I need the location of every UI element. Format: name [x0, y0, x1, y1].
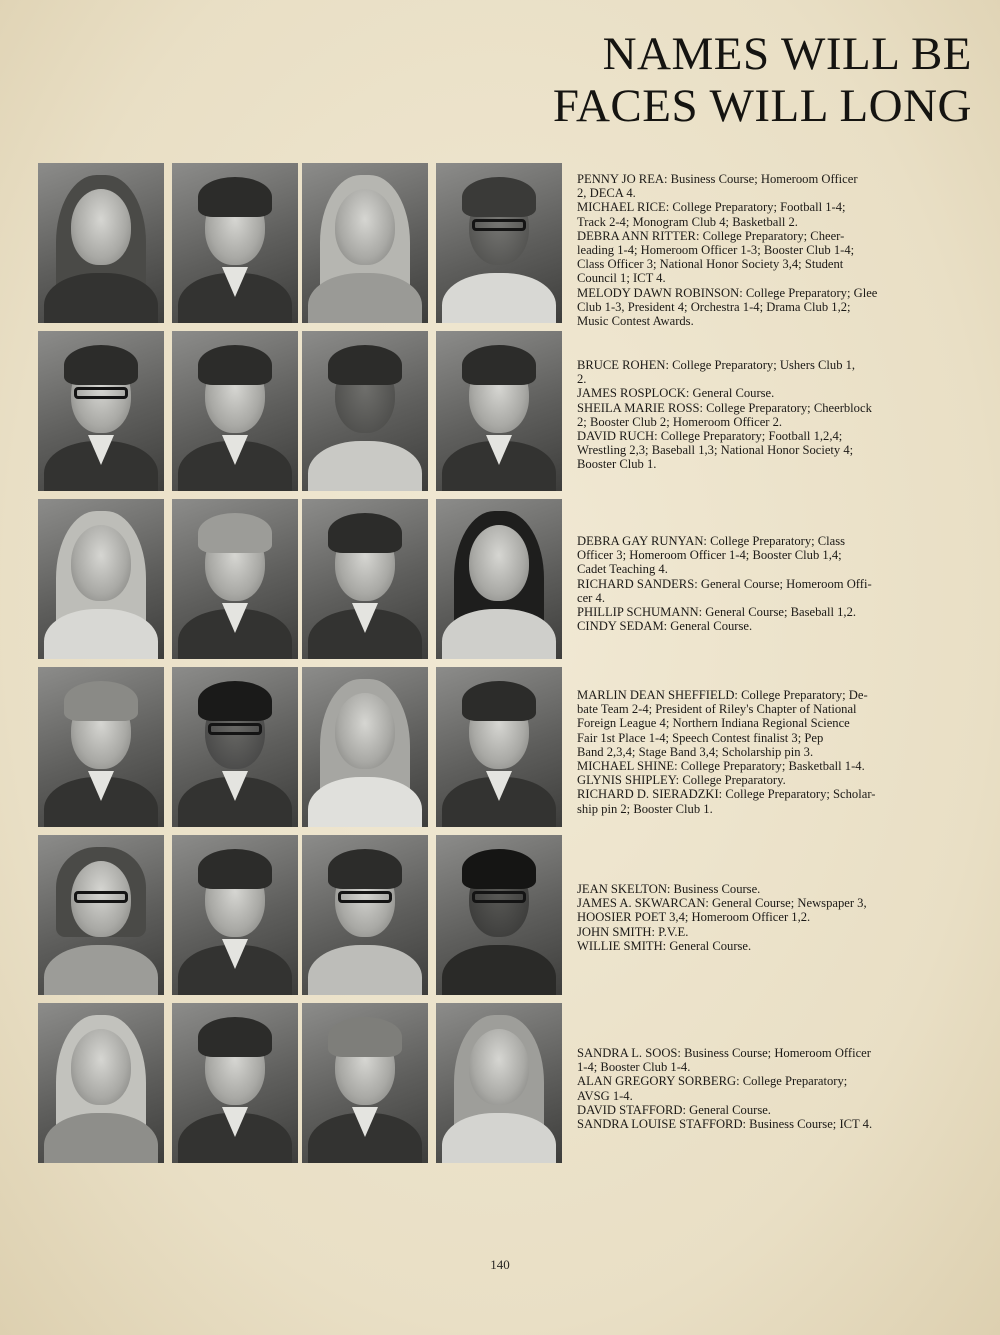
- student-portrait: [436, 667, 562, 827]
- caption-line: MICHAEL SHINE: College Preparatory; Basketball 1-4.: [577, 759, 865, 774]
- caption-line: PHILLIP SCHUMANN: General Course; Baseball 1,2.: [577, 605, 857, 620]
- caption-line: Foreign League 4; Northern Indiana Regional Science: [577, 716, 850, 731]
- caption-line: PENNY JO REA: Business Course; Homeroom Officer: [577, 172, 858, 186]
- student-portrait: [436, 499, 562, 659]
- caption-line: leading 1-4; Homeroom Officer 1-3; Booster Club 1-4;: [577, 243, 855, 258]
- caption-line: WILLIE SMITH: General Course.: [577, 938, 752, 953]
- student-portrait: [172, 667, 298, 827]
- caption-line: JAMES A. SKWARCAN: General Course; Newspaper 3,: [577, 896, 867, 911]
- student-portrait: [302, 835, 428, 995]
- caption-line: Officer 3; Homeroom Officer 1-4; Booster Club 1,4;: [577, 548, 842, 563]
- caption-line: 2.: [577, 372, 587, 387]
- caption-line: Music Contest Awards.: [577, 314, 694, 329]
- title-line-2: FACES WILL LONG: [552, 80, 972, 132]
- student-portrait: [172, 163, 298, 323]
- student-portrait: [172, 331, 298, 491]
- caption-line: Class Officer 3; National Honor Society 3,4; Student: [577, 257, 844, 272]
- caption-block: [577, 688, 957, 816]
- caption-line: Club 1-3, President 4; Orchestra 1-4; Drama Club 1,2;: [577, 299, 851, 314]
- student-portrait: [38, 1003, 164, 1163]
- caption-block: [577, 358, 957, 472]
- caption-line: AVSG 1-4.: [577, 1088, 633, 1103]
- caption-line: ALAN GREGORY SORBERG: College Preparatory;: [577, 1074, 848, 1089]
- caption-block: [577, 172, 957, 328]
- student-portrait: [302, 1003, 428, 1163]
- portrait-row: [38, 331, 562, 491]
- student-portrait: [172, 835, 298, 995]
- caption-line: GLYNIS SHIPLEY: College Preparatory.: [577, 773, 786, 788]
- caption-line: JAMES ROSPLOCK: General Course.: [577, 386, 775, 401]
- portrait-row: [38, 1003, 562, 1163]
- caption-line: RICHARD D. SIERADZKI: College Preparatory; Scholar-: [577, 787, 876, 802]
- caption-line: HOOSIER POET 3,4; Homeroom Officer 1,2.: [577, 910, 811, 925]
- caption-line: DEBRA ANN RITTER: College Preparatory; Cheer-: [577, 228, 845, 243]
- caption-line: JEAN SKELTON: Business Course.: [577, 882, 761, 896]
- caption-line: BRUCE ROHEN: College Preparatory; Ushers Club 1,: [577, 358, 856, 372]
- caption-block: [577, 534, 957, 633]
- caption-line: SANDRA L. SOOS: Business Course; Homeroom Officer: [577, 1046, 871, 1060]
- student-portrait: [436, 163, 562, 323]
- student-portrait: [38, 331, 164, 491]
- caption-line: 1-4; Booster Club 1-4.: [577, 1060, 691, 1075]
- caption-line: Track 2-4; Monogram Club 4; Basketball 2.: [577, 214, 798, 229]
- portrait-row: [38, 835, 562, 995]
- caption-line: Booster Club 1.: [577, 457, 657, 472]
- caption-line: 2; Booster Club 2; Homeroom Officer 2.: [577, 414, 783, 429]
- page-title: [412, 28, 972, 132]
- caption-line: Band 2,3,4; Stage Band 3,4; Scholarship pin 3.: [577, 744, 814, 759]
- student-portrait: [38, 667, 164, 827]
- caption-line: Council 1; ICT 4.: [577, 271, 666, 286]
- student-portrait: [436, 1003, 562, 1163]
- caption-line: MARLIN DEAN SHEFFIELD: College Preparatory; De-: [577, 688, 868, 702]
- caption-line: DEBRA GAY RUNYAN: College Preparatory; Class: [577, 534, 846, 548]
- caption-block: [577, 1046, 957, 1131]
- caption-line: CINDY SEDAM: General Course.: [577, 619, 753, 634]
- student-portrait: [302, 163, 428, 323]
- student-portrait: [436, 835, 562, 995]
- caption-line: cer 4.: [577, 590, 605, 605]
- caption-line: RICHARD SANDERS: General Course; Homeroom Offi-: [577, 576, 872, 591]
- portrait-row: [38, 667, 562, 827]
- student-portrait: [172, 1003, 298, 1163]
- caption-line: DAVID STAFFORD: General Course.: [577, 1102, 771, 1117]
- student-portrait: [38, 499, 164, 659]
- student-portrait: [302, 331, 428, 491]
- student-portrait: [172, 499, 298, 659]
- caption-line: SHEILA MARIE ROSS: College Preparatory; Cheerblock: [577, 400, 872, 415]
- caption-line: MICHAEL RICE: College Preparatory; Football 1-4;: [577, 200, 846, 215]
- student-portrait: [38, 163, 164, 323]
- caption-line: MELODY DAWN ROBINSON: College Preparatory; Glee: [577, 285, 878, 300]
- student-portrait: [436, 331, 562, 491]
- caption-line: Wrestling 2,3; Baseball 1,3; National Honor Society 4;: [577, 443, 854, 458]
- caption-line: ship pin 2; Booster Club 1.: [577, 801, 713, 816]
- caption-line: 2, DECA 4.: [577, 186, 636, 201]
- portrait-row: [38, 163, 562, 323]
- title-line-1: NAMES WILL BE: [602, 28, 972, 80]
- student-portrait: [38, 835, 164, 995]
- caption-line: bate Team 2-4; President of Riley's Chapter of National: [577, 702, 857, 717]
- student-portrait: [302, 499, 428, 659]
- page-number: 140: [490, 1257, 510, 1272]
- student-portrait: [302, 667, 428, 827]
- caption-line: JOHN SMITH: P.V.E.: [577, 924, 689, 939]
- caption-block: [577, 882, 957, 953]
- caption-line: Fair 1st Place 1-4; Speech Contest finalist 3; Pep: [577, 730, 824, 745]
- caption-line: DAVID RUCH: College Preparatory; Football 1,2,4;: [577, 429, 843, 444]
- caption-line: SANDRA LOUISE STAFFORD: Business Course; ICT 4.: [577, 1117, 873, 1132]
- portrait-row: [38, 499, 562, 659]
- caption-line: Cadet Teaching 4.: [577, 562, 668, 577]
